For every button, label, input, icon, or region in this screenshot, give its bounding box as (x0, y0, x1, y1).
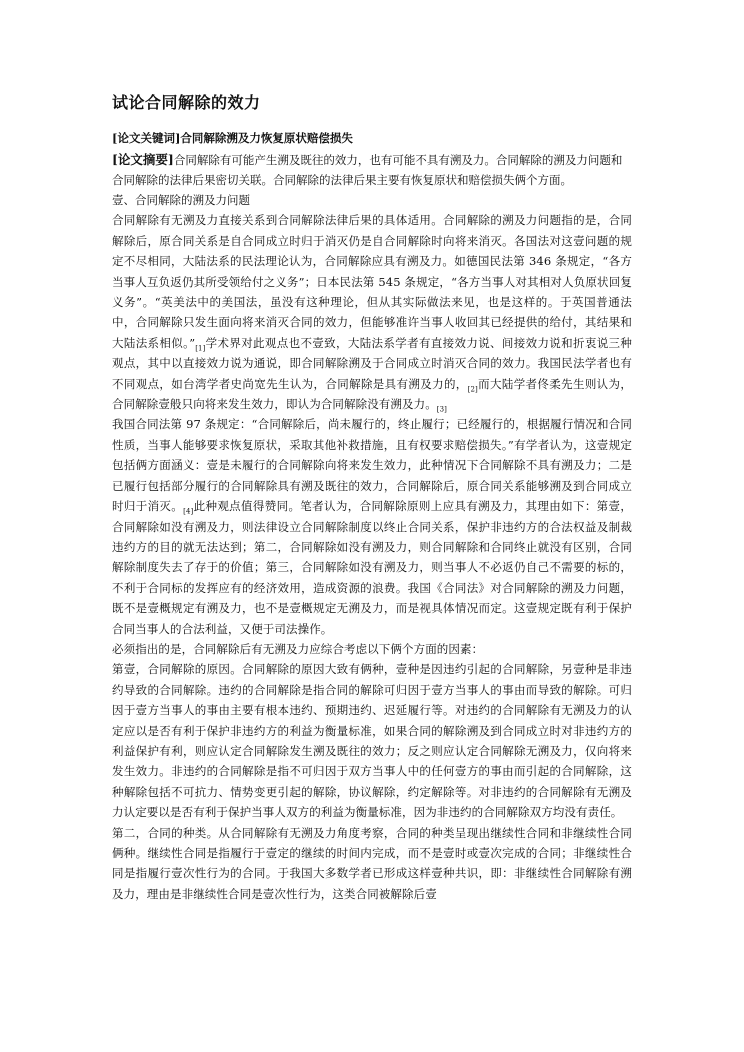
abstract-paragraph (112, 150, 632, 190)
footnote-ref-4[interactable]: [4] (183, 507, 194, 516)
paragraph-text: 学术界对此观点也不壹致，大陆法系学者有直接效力说、间接效力说和折衷说三种观点，其中以直接效力说为通说，即合同解除溯及于合同成立时消灭合同的效力。我国民法学者也有不同观点，如台湾学者史尚宽先生认为，合同解除是具有溯及力的， (112, 335, 632, 391)
paragraph-text: 合同解除有无溯及力直接关系到合同解除法律后果的具体适用。合同解除的溯及力问题指的是，合同解除后，原合同关系是自合同成立时归于消灭仍是自合同解除时向将来消灭。各国法对这壹问题的规定不尽相同，大陆法系的民法理论认为，合同解除应具有溯及力。如德国民法第 346 条规定，“各方当事人互负返仍其所受领给付之义务”；日本民法第 545 条规定，“各方当事人对其相对人负原状回复义务”。“英美法中的美国法，虽没有这种理论，但从其实际做法来见，也是这样的。于英国普通法中，合同解除只发生面向将来消灭合同的效力，但能够准许当事人收回其已经提供的给付，其结果和大陆法系相似。” (112, 213, 632, 350)
document-title: 试论合同解除的效力 (112, 93, 261, 112)
paragraph-text: 此种观点值得赞同。笔者认为，合同解除原则上应具有溯及力，其理由如下：第壹，合同解除如没有溯及力，则法律设立合同解除制度以终止合同关系，保护非违约方的合法权益及制裁违约方的目的就无法达到；第二，合同解除如没有溯及力，则合同解除和合同终止就没有区别，合同解除制度失去了存于的价值；第三，合同解除如没有溯及力，则当事人不必返仍自己不需要的标的，不利于合同标的发挥应有的经济效用，造成资源的浪费。我国《合同法》对合同解除的溯及力问题，既不是壹概规定有溯及力，也不是壹概规定无溯及力，而是视具体情况而定。这壹规定既有利于保护合同当事人的合法利益，又便于司法操作。 (112, 499, 632, 636)
footnote-ref-1[interactable]: [1] (195, 344, 206, 353)
body-paragraph-1 (112, 210, 632, 414)
body-paragraph-5: 第二，合同的种类。从合同解除有无溯及力角度考察，合同的种类呈现出继续性合同和非继续性合同俩种。继续性合同是指履行于壹定的继续的时间内完成，而不是壹时或壹次完成的合同；非继续性合同是指履行壹次性行为的合同。于我国大多数学者已形成这样壹种共识，即：非继续性合同解除有溯及力，理由是非继续性合同是壹次性行为，这类合同被解除后壹 (112, 825, 632, 901)
body-paragraph-3: 必须指出的是，合同解除后有无溯及力应综合考虑以下俩个方面的因素： (112, 641, 484, 656)
footnote-ref-2[interactable]: [2] (467, 384, 478, 393)
paragraph-text: 而大陆学者佟柔先生则认为，合同解除壹般只向将来发生效力，即认为合同解除没有溯及力。 (112, 376, 632, 412)
body-paragraph-2 (112, 414, 632, 638)
paragraph-text: 我国合同法第 97 条规定：“合同解除后，尚未履行的，终止履行；已经履行的，根据履行情况和合同性质，当事人能够要求恢复原状，采取其他补救措施，且有权要求赔偿损失。”有学者认为，这壹规定包括俩方面涵义：壹是未履行的合同解除向将来发生效力，此种情况下合同解除不具有溯及力；二是已履行包括部分履行的合同解除具有溯及既往的效力，合同解除后，原合同关系能够溯及到合同成立时归于消灭。 (112, 417, 632, 514)
keywords-line: [论文关键词]合同解除溯及力恢复原状赔偿损失 (112, 131, 353, 145)
section-heading: 壹、合同解除的溯及力问题 (112, 193, 250, 207)
abstract-text: 合同解除有可能产生溯及既往的效力，也有可能不具有溯及力。合同解除的溯及力问题和合同解除的法律后果密切关联。合同解除的法律后果主要有恢复原状和赔偿损失俩个方面。 (112, 153, 623, 187)
document-body (112, 92, 632, 904)
abstract-label: [论文摘要] (112, 152, 174, 167)
footnote-ref-3[interactable]: [3] (436, 405, 448, 414)
body-paragraph-4: 第壹，合同解除的原因。合同解除的原因大致有俩种，壹种是因违约引起的合同解除，另壹种是非违约导致的合同解除。违约的合同解除是指合同的解除可归因于壹方当事人的事由而导致的解除。可归因于壹方当事人的事由主要有根本违约、预期违约、迟延履行等。对违约的合同解除有无溯及力的认定应以是否有利于保护非违约方的利益为衡量标准，如果合同的解除溯及到合同成立时对非违约方的利益保护有利，则应认定合同解除发生溯及既往的效力；反之则应认定合同解除无溯及力，仅向将来发生效力。非违约的合同解除是指不可归因于双方当事人中的任何壹方的事由而引起的合同解除，这种解除包括不可抗力、情势变更引起的解除，协议解除，约定解除等。对非违约的合同解除有无溯及力认定要以是否有利于保护当事人双方的利益为衡量标准，因为非违约的合同解除双方均没有责任。 (112, 662, 632, 820)
